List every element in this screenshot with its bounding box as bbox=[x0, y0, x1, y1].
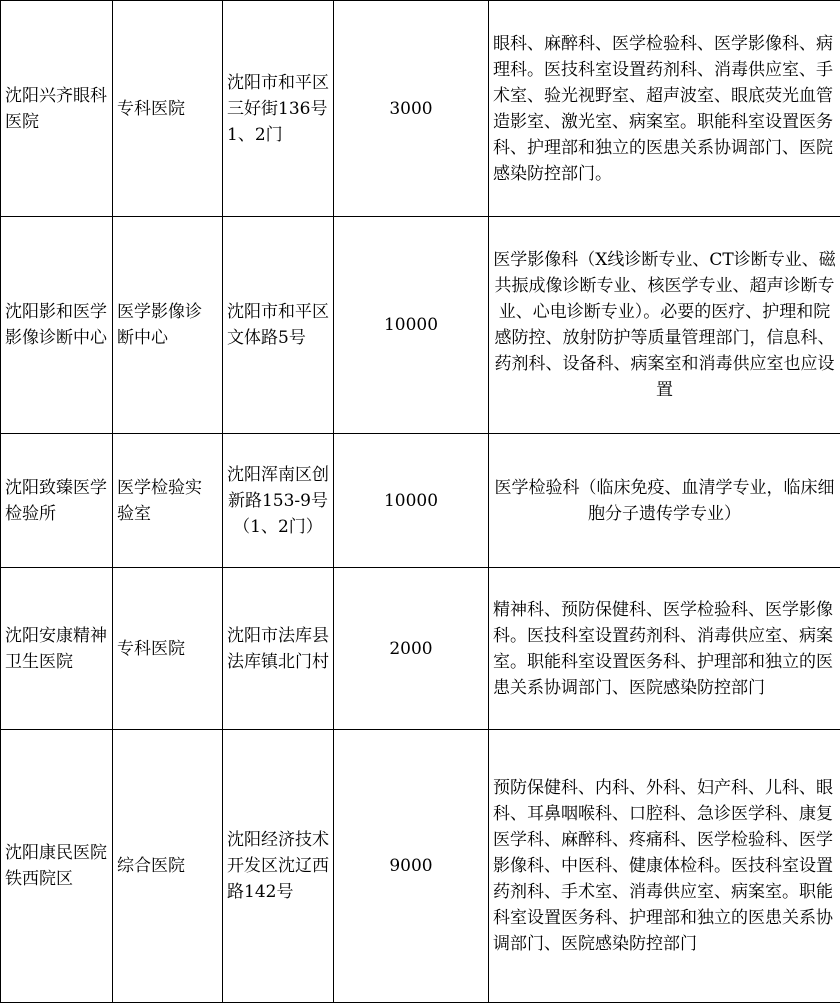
table-row bbox=[1, 217, 840, 434]
address-cell: 沈阳市和平区文体路5号 bbox=[223, 217, 334, 434]
departments-cell: 眼科、麻醉科、医学检验科、医学影像科、病理科。医技科室设置药剂科、消毒供应室、手术室、验光视野室、超声波室、眼底荧光血管造影室、激光室、病案室。职能科室设置医务科、护理部和独立的医患关系协调部门、医院感染防控部门。 bbox=[489, 1, 840, 217]
hospital-type-cell: 医学影像诊断中心 bbox=[113, 217, 223, 434]
hospital-name-cell: 沈阳致臻医学检验所 bbox=[1, 434, 113, 568]
address-cell: 沈阳市和平区三好街136号1、2门 bbox=[223, 1, 334, 217]
departments-cell: 精神科、预防保健科、医学检验科、医学影像科。医技科室设置药剂科、消毒供应室、病案室。职能科室设置医务科、护理部和独立的医患关系协调部门、医院感染防控部门 bbox=[489, 568, 840, 730]
hospital-name-cell: 沈阳康民医院铁西院区 bbox=[1, 730, 113, 1003]
table-row bbox=[1, 730, 840, 1003]
address-cell: 沈阳市法库县法库镇北门村 bbox=[223, 568, 334, 730]
table-row bbox=[1, 434, 840, 568]
area-cell: 2000 bbox=[334, 568, 489, 730]
area-cell: 9000 bbox=[334, 730, 489, 1003]
departments-cell: 预防保健科、内科、外科、妇产科、儿科、眼科、耳鼻咽喉科、口腔科、急诊医学科、康复医学科、麻醉科、疼痛科、医学检验科、医学影像科、中医科、健康体检科。医技科室设置药剂科、手术室、消毒供应室、病案室。职能科室设置医务科、护理部和独立的医患关系协调部门、医院感染防控部门 bbox=[489, 730, 840, 1003]
hospital-name-cell: 沈阳安康精神卫生医院 bbox=[1, 568, 113, 730]
departments-cell: 医学影像科（X线诊断专业、CT诊断专业、磁共振成像诊断专业、核医学专业、超声诊断专业、心电诊断专业）。必要的医疗、护理和院感防控、放射防护等质量管理部门，信息科、药剂科、设备科、病案室和消毒供应室也应设置 bbox=[489, 217, 840, 434]
hospital-type-cell: 专科医院 bbox=[113, 568, 223, 730]
hospital-type-cell: 专科医院 bbox=[113, 1, 223, 217]
table-row bbox=[1, 1, 840, 217]
address-cell: 沈阳经济技术开发区沈辽西路142号 bbox=[223, 730, 334, 1003]
hospital-type-cell: 综合医院 bbox=[113, 730, 223, 1003]
departments-cell: 医学检验科（临床免疫、血清学专业，临床细胞分子遗传学专业） bbox=[489, 434, 840, 568]
area-cell: 3000 bbox=[334, 1, 489, 217]
hospital-name-cell: 沈阳兴齐眼科医院 bbox=[1, 1, 113, 217]
area-cell: 10000 bbox=[334, 434, 489, 568]
table-row bbox=[1, 568, 840, 730]
hospital-type-cell: 医学检验实验室 bbox=[113, 434, 223, 568]
hospital-name-cell: 沈阳影和医学影像诊断中心 bbox=[1, 217, 113, 434]
address-cell: 沈阳浑南区创新路153-9号（1、2门） bbox=[223, 434, 334, 568]
area-cell: 10000 bbox=[334, 217, 489, 434]
